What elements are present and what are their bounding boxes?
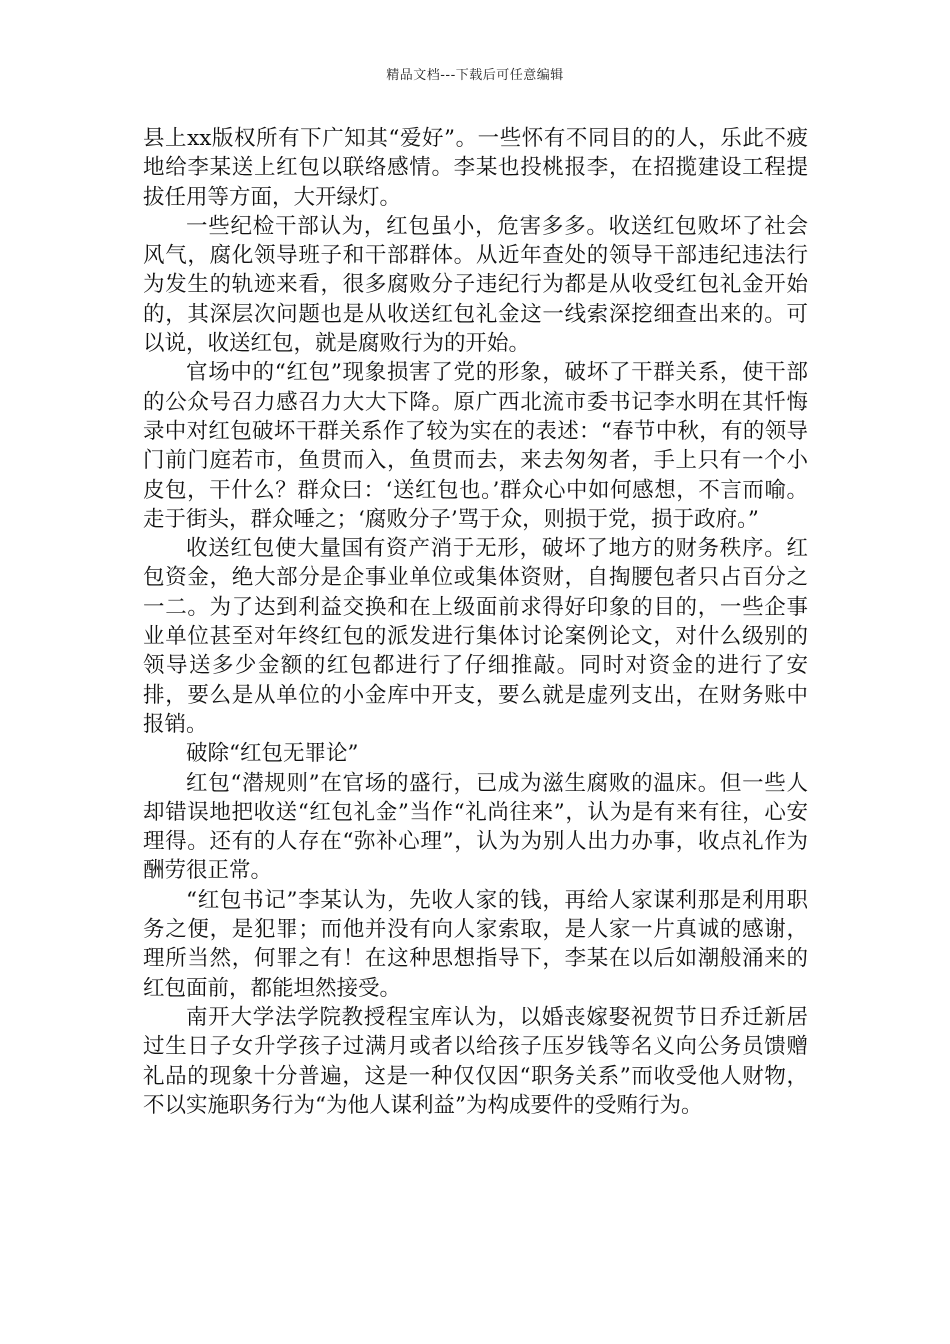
document-body xyxy=(143,124,808,1120)
paragraph-7: 南开大学法学院教授程宝库认为，以婚丧嫁娶祝贺节日乔迁新居过生日子女升学孩子过满月或者以给孩子压岁钱等名义向公务员馈赠礼品的现象十分普遍，这是一种仅仅因“职务关系”而收受他人财物，不以实施职务行为“为他人谋利益”为构成要件的受贿行为。 xyxy=(143,1004,808,1118)
paragraph-2: 一些纪检干部认为，红包虽小，危害多多。收送红包败坏了社会风气，腐化领导班子和干部群体。从近年查处的领导干部违纪违法行为发生的轨迹来看，很多腐败分子违纪行为都是从收受红包礼金开始的，其深层次问题也是从收送红包礼金这一线索深挖细查出来的。可以说，收送红包，就是腐败行为的开始。 xyxy=(143,213,808,357)
paragraph-1: 县上xx版权所有下广知其“爱好”。一些怀有不同目的的人，乐此不疲地给李某送上红包以联络感情。李某也投桃报李，在招揽建设工程提拔任用等方面，大开绿灯。 xyxy=(143,126,808,210)
paragraph-6: “红包书记”李某认为，先收人家的钱，再给人家谋利那是利用职务之便，是犯罪；而他并没有向人家索取，是人家一片真诚的感谢，理所当然，何罪之有！在这种思想指导下，李某在以后如潮般涌来的红包面前，都能坦然接受。 xyxy=(143,887,808,1001)
page-header: 精品文档---下载后可任意编辑 xyxy=(386,68,564,83)
paragraph-5: 红包“潜规则”在官场的盛行，已成为滋生腐败的温床。但一些人却错误地把收送“红包礼金”当作“礼尚往来”，认为是有来有往，心安理得。还有的人存在“弥补心理”，认为为别人出力办事，收点礼作为酬劳很正常。 xyxy=(143,770,808,884)
section-heading: 破除“红包无罪论” xyxy=(186,741,359,767)
paragraph-3: 官场中的“红包”现象损害了党的形象，破坏了干群关系，使干部的公众号召力感召力大大下降。原广西北流市委书记李水明在其忏悔录中对红包破坏干群关系作了较为实在的表述：“春节中秋，有的领导门前门庭若市，鱼贯而入，鱼贯而去，来去匆匆者，手上只有一个小皮包，干什么？群众曰：‘送红包也。’群众心中如何感想，不言而喻。走于街头，群众唾之；‘腐败分子’骂于众，则损于党，损于政府。” xyxy=(143,360,808,532)
paragraph-4: 收送红包使大量国有资产消于无形，破坏了地方的财务秩序。红包资金，绝大部分是企事业单位或集体资财，自掏腰包者只占百分之一二。为了达到利益交换和在上级面前求得好印象的目的，一些企事业单位甚至对年终红包的派发进行集体讨论案例论文，对什么级别的领导送多少金额的红包都进行了仔细推敲。同时对资金的进行了安排，要么是从单位的小金库中开支，要么就是虚列支出，在财务账中报销。 xyxy=(143,536,808,737)
